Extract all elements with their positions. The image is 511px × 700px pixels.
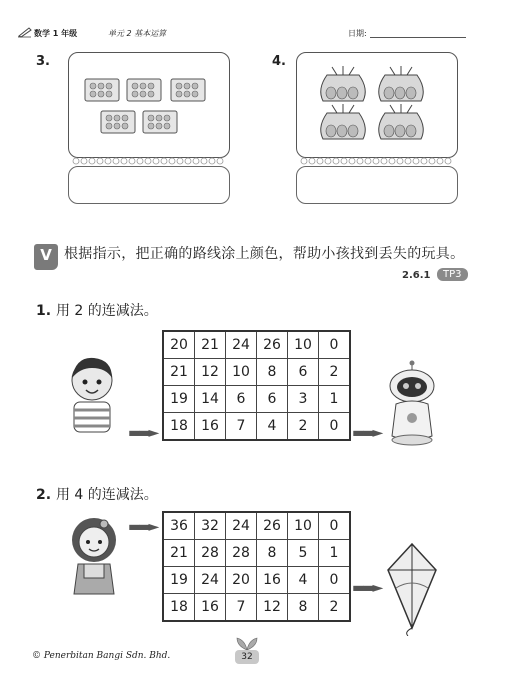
leaf-icon [234,636,260,650]
arrow-icon: ▬▬► [128,425,157,441]
grid-cell[interactable]: 2 [319,594,351,622]
grid-cell[interactable]: 21 [163,359,195,386]
grid-cell[interactable]: 1 [319,386,351,413]
grid-cell[interactable]: 7 [226,594,257,622]
question-2-heading [36,484,158,504]
kite-illustration [384,540,440,636]
grid-row [163,567,350,594]
grid-cell[interactable]: 8 [288,594,319,622]
header-unit: 单元 2 基本运算 [108,29,167,38]
section-badge: V [34,244,58,270]
grid-cell[interactable]: 10 [288,512,319,540]
grid-cell[interactable]: 8 [257,359,288,386]
bead-divider [300,157,452,165]
grid-cell[interactable]: 10 [226,359,257,386]
grid-cell[interactable]: 6 [257,386,288,413]
grid-cell[interactable]: 36 [163,512,195,540]
grid-cell[interactable]: 28 [226,540,257,567]
grid-cell[interactable]: 21 [195,331,226,359]
grid-cell[interactable]: 1 [319,540,351,567]
problem-3-answer-box[interactable] [68,166,230,204]
header-subject: 数学 1 年级 [34,29,78,38]
instruction-text: 根据指示，把正确的路线涂上颜色，帮助小孩找到丢失的玩具。 [64,246,465,262]
grid-cell[interactable]: 2 [319,359,351,386]
problem-3-picture-panel [68,52,230,158]
question-number: 1. [36,303,52,319]
grid-cell[interactable]: 19 [163,567,195,594]
grid-row [163,413,350,441]
grid-cell[interactable]: 26 [257,512,288,540]
arrow-icon: ▬▬► [128,519,157,535]
robot-illustration [384,360,440,450]
grid-cell[interactable]: 4 [257,413,288,441]
grid-cell[interactable]: 4 [288,567,319,594]
grid-row [163,359,350,386]
grid-cell[interactable]: 0 [319,331,351,359]
grid-cell[interactable]: 24 [226,331,257,359]
problem-number: 3. [36,54,50,69]
grid-row [163,594,350,622]
date-line [370,37,466,38]
grid-cell[interactable]: 18 [163,413,195,441]
grid-cell[interactable]: 0 [319,512,351,540]
arrow-icon: ▬▬► [352,580,381,596]
grid-cell[interactable]: 24 [226,512,257,540]
grid-cell[interactable]: 7 [226,413,257,441]
problem-4-picture-panel [296,52,458,158]
tp-badge: TP3 [437,268,468,281]
skill-code: 2.6.1 [402,270,431,281]
grid-cell[interactable]: 3 [288,386,319,413]
bead-divider [72,157,224,165]
grid-cell[interactable]: 10 [288,331,319,359]
bag-illustration [297,53,457,157]
grid-cell[interactable]: 16 [195,594,226,622]
grid-cell[interactable]: 0 [319,567,351,594]
problem-number: 4. [272,54,286,69]
grid-cell[interactable]: 6 [226,386,257,413]
grid-cell[interactable]: 16 [195,413,226,441]
problem-4-answer-box[interactable] [296,166,458,204]
grid-cell[interactable]: 2 [288,413,319,441]
girl-illustration [64,514,124,598]
grid-cell[interactable]: 12 [257,594,288,622]
publisher-credit: © Penerbitan Bangi Sdn. Bhd. [32,651,171,661]
grid-cell[interactable]: 19 [163,386,195,413]
arrow-icon: ▬▬► [352,425,381,441]
question-number: 2. [36,487,52,503]
date-label: 日期: [348,29,367,38]
grid-cell[interactable]: 6 [288,359,319,386]
grid-cell[interactable]: 5 [288,540,319,567]
grid-row [163,331,350,359]
grid-cell[interactable]: 24 [195,567,226,594]
grid-cell[interactable]: 12 [195,359,226,386]
question-text: 用 4 的连减法。 [55,487,158,503]
grid-cell[interactable]: 26 [257,331,288,359]
grid-cell[interactable]: 8 [257,540,288,567]
grid-row [163,386,350,413]
grid-row [163,540,350,567]
grid-cell[interactable]: 16 [257,567,288,594]
tray-illustration [69,53,229,157]
grid-cell[interactable]: 21 [163,540,195,567]
page-number: 32 [235,650,259,664]
pencil-icon [18,26,32,38]
grid-row [163,512,350,540]
grid-cell[interactable]: 32 [195,512,226,540]
grid-cell[interactable]: 28 [195,540,226,567]
number-grid [162,330,351,441]
grid-cell[interactable]: 18 [163,594,195,622]
question-1-heading [36,300,158,320]
grid-cell[interactable]: 14 [195,386,226,413]
boy-illustration [64,352,120,442]
grid-cell[interactable]: 20 [226,567,257,594]
number-grid [162,511,351,622]
grid-cell[interactable]: 20 [163,331,195,359]
question-text: 用 2 的连减法。 [55,303,158,319]
grid-cell[interactable]: 0 [319,413,351,441]
